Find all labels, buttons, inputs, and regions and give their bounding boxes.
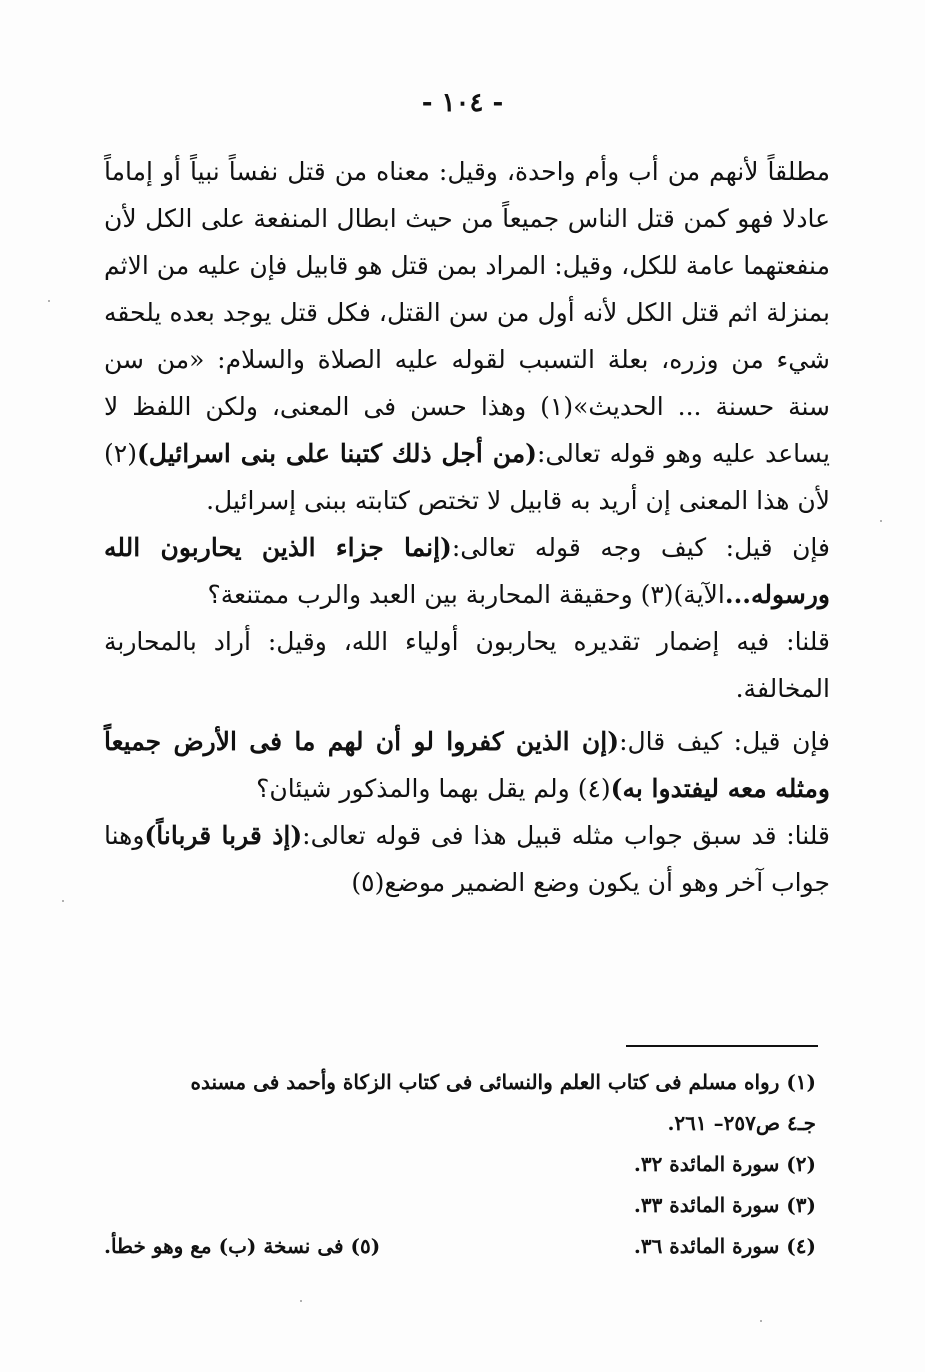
quran-quote-3: (إن الذين كفروا لو أن لهم ما فى الأرض جميعاً ومثله معه ليفتدوا به) [104, 727, 830, 803]
paragraph-4-tail: (٤) ولم يقل بهما والمذكور شيئان؟ [256, 774, 611, 803]
paragraph-2-tail: الآية)(٣) وحقيقة المحاربة بين العبد والرب ممتنعة؟ [207, 580, 725, 609]
scan-speck [300, 1300, 302, 1302]
paragraph-4-lead: فإن قيل: كيف قال: [619, 727, 830, 756]
page-number: - ١٠٤ - [421, 88, 504, 118]
paragraph-2-lead: فإن قيل: كيف وجه قوله تعالى: [451, 533, 830, 562]
footnote-2: (٢) سورة المائدة ٣٢. [633, 1152, 816, 1176]
footnote-1-continued: جـ٤ ص٢٥٧– ٢٦١. [667, 1111, 816, 1135]
paragraph-4 [104, 718, 830, 812]
paragraph-1 [104, 148, 830, 524]
quran-quote-4: (إذ قربا قرباناً) [144, 821, 303, 850]
paragraph-2 [104, 524, 830, 618]
scan-speck [62, 900, 64, 902]
footnote-row-4-5 [104, 1226, 816, 1267]
quran-quote-2: (إنما جزاء الذين يحاربون الله ورسوله... [104, 533, 830, 609]
paragraph-3-text: قلنا: فيه إضمار تقديره يحاربون أولياء الله، وقيل: أراد بالمحاربة المخالفة. [104, 627, 830, 703]
paragraph-5-tail: وهنا جواب آخر وهو أن يكون وضع الضمير موضع(٥) [104, 821, 830, 897]
footnote-4: (٤) سورة المائدة ٣٦. [633, 1234, 816, 1258]
paragraph-1-text: مطلقاً لأنهم من أب وأم واحدة، وقيل: معناه من قتل نفساً نبياً أو إماماً عادلا فهو كمن قتل الناس جميعاً من حيث ابطال المنفعة على الكل لأن منفعتهما عامة للكل، وقيل: المراد بمن قتل هو قابيل فإن عليه من الاثم بمنزلة اثم قتل الكل لأنه أول من سن القتل، فكل قتل يوجد بعده يلحقه شيء من وزره، بعلة التسبب لقوله عليه الصلاة والسلام: «من سن سنة حسنة ... الحديث»(١) وهذا حسن فى المعنى، ولكن اللفظ لا يساعد عليه وهو قوله تعالى: [104, 157, 830, 468]
footnotes [104, 1062, 816, 1267]
paragraph-3 [104, 618, 830, 712]
paragraph-1-tail: (٢) لأن هذا المعنى إن أريد به قابيل لا تختص كتابته ببنى إسرائيل. [104, 439, 830, 515]
paragraph-5 [104, 812, 830, 906]
footnote-5: (٥) فى نسخة (ب) مع وهو خطأ. [104, 1234, 381, 1258]
footnote-divider [626, 1045, 818, 1047]
scan-speck [760, 1320, 762, 1322]
footnote-1: (١) رواه مسلم فى كتاب العلم والنسائى فى كتاب الزكاة وأحمد فى مسنده [190, 1070, 816, 1094]
paragraph-5-lead: قلنا: قد سبق جواب مثله قبيل هذا فى قوله تعالى: [302, 821, 831, 850]
footnote-3: (٣) سورة المائدة ٣٣. [633, 1193, 816, 1217]
body-text [104, 148, 830, 906]
quran-quote-1: (من أجل ذلك كتبنا على بنى اسرائيل) [136, 439, 537, 468]
scan-speck [880, 520, 882, 522]
scan-speck [48, 300, 50, 302]
